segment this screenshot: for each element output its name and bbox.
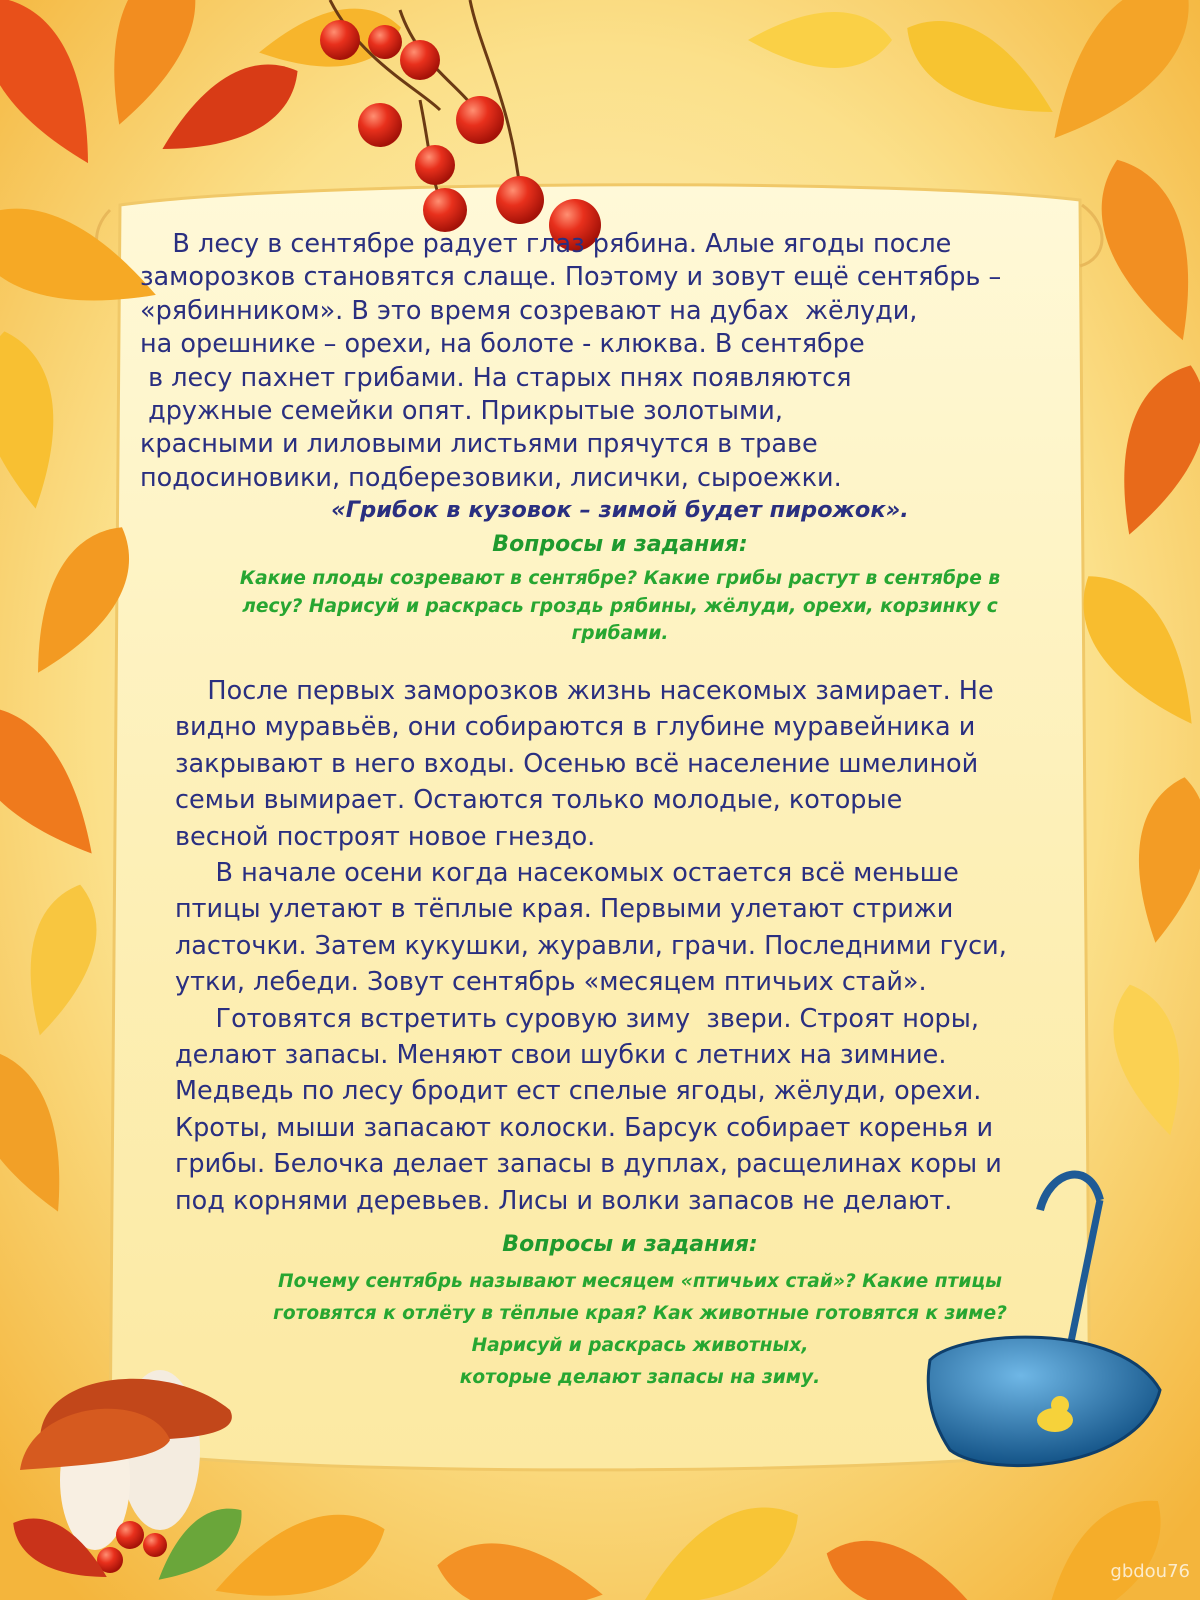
text-line: Медведь по лесу бродит ест спелые ягоды, жёлуди, орехи. — [175, 1076, 982, 1107]
questions-title: Вопросы и задания: — [492, 532, 748, 557]
text-line: В лесу в сентябре радует глаз рябина. Алые ягоды после — [140, 229, 952, 259]
question-line: грибами. — [571, 623, 669, 644]
text-line: делают запасы. Меняют свои шубки с летних на зимние. — [175, 1040, 947, 1071]
text-line: Готовятся встретить суровую зиму звери. Строят норы, — [175, 1003, 979, 1034]
proverb: «Грибок в кузовок – зимой будет пирожок». — [331, 497, 909, 523]
text-line: «рябинником». В это время созревают на дубах жёлуди, — [140, 295, 918, 326]
questions-title-2: Вопросы и задания: — [502, 1232, 758, 1257]
question-line: Почему сентябрь называют месяцем «птичьих стай»? Какие птицы — [278, 1271, 1002, 1292]
text-line: После первых заморозков жизнь насекомых замирает. Не — [175, 676, 994, 706]
paragraph-insects-birds-animals — [175, 673, 1007, 1219]
question-line: которые делают запасы на зиму. — [459, 1367, 821, 1388]
text-line: весной построят новое гнездо. — [175, 821, 596, 852]
text-line: под корнями деревьев. Лисы и волки запасов не делают. — [175, 1185, 953, 1216]
text-line: ласточки. Затем кукушки, журавли, грачи. Последними гуси, — [175, 930, 1007, 961]
text-line: семьи вымирает. Остаются только молодые, которые — [175, 785, 903, 816]
question-line: Какие плоды созревают в сентябре? Какие грибы растут в сентябре в — [239, 568, 1001, 589]
text-line: Кроты, мыши запасают колоски. Барсук собирает коренья и — [175, 1112, 994, 1143]
text-line: подосиновики, подберезовики, лисички, сыроежки. — [140, 462, 842, 493]
text-line: дружные семейки опят. Прикрытые золотыми, — [140, 396, 783, 427]
text-line: на орешнике – орехи, на болоте - клюква. В сентябре — [140, 329, 865, 360]
questions-text — [150, 565, 1090, 648]
question-line: лесу? Нарисуй и раскрась гроздь рябины, жёлуди, орехи, корзинку с — [242, 595, 998, 617]
question-line: Нарисуй и раскрась животных, — [471, 1335, 809, 1356]
text-line: закрывают в него входы. Осенью всё население шмелиной — [175, 748, 979, 779]
text-line: видно муравьёв, они собираются в глубине муравейника и — [175, 712, 976, 743]
question-line: готовятся к отлёту в тёплые края? Как животные готовятся к зиме? — [273, 1303, 1007, 1324]
watermark: gbdou76 — [1110, 1561, 1190, 1582]
text-line: В начале осени когда насекомых остается всё меньше — [175, 858, 959, 889]
text-line: красными и лиловыми листьями прячутся в траве — [140, 429, 818, 460]
text-line: в лесу пахнет грибами. На старых пнях появляются — [140, 362, 852, 393]
questions-text-2 — [170, 1266, 1110, 1394]
text-line: утки, лебеди. Зовут сентябрь «месяцем птичьих стай». — [175, 967, 927, 998]
text-line: птицы улетают в тёплые края. Первыми улетают стрижи — [175, 894, 954, 925]
text-line: грибы. Белочка делает запасы в дуплах, расщелинах коры и — [175, 1149, 1002, 1180]
paragraph-september-forest — [140, 228, 1001, 495]
text-line: заморозков становятся слаще. Поэтому и зовут ещё сентябрь – — [140, 262, 1002, 293]
